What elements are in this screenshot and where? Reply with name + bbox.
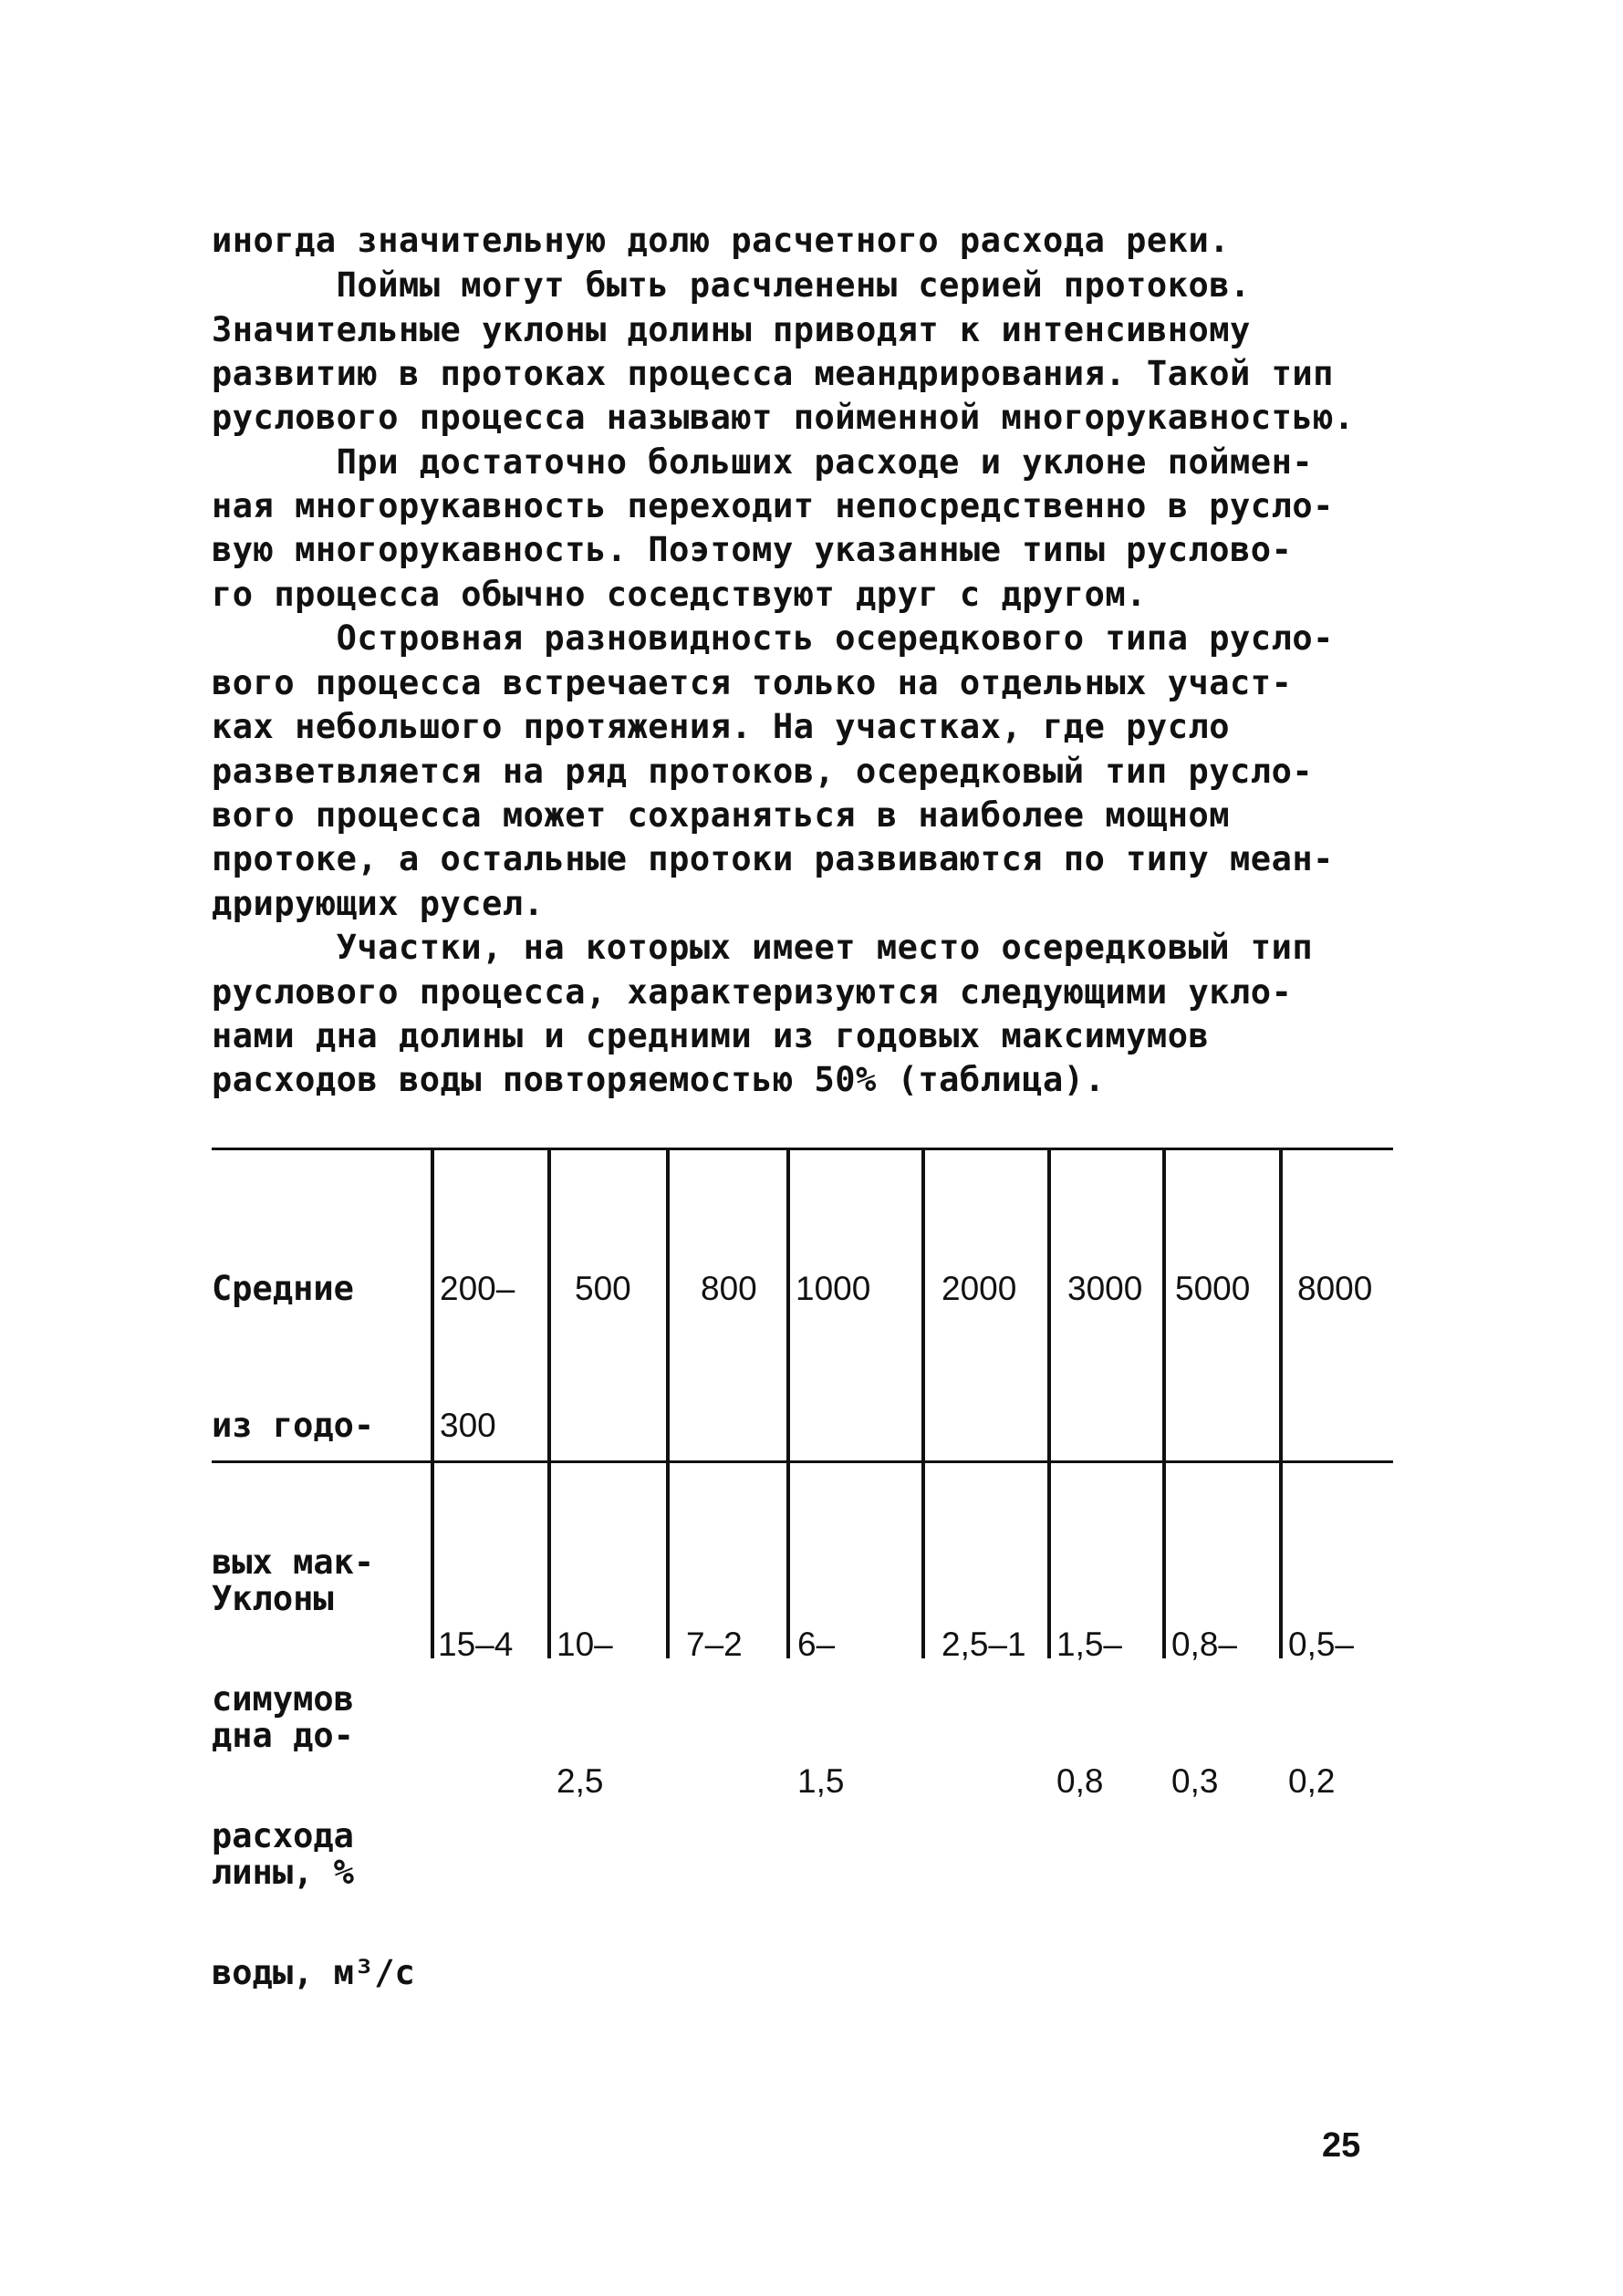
text-line: вую многорукавность. Поэтому указанные типы руслово- bbox=[212, 530, 1293, 569]
text-line: разветвляется на ряд протоков, осередковый тип русло- bbox=[212, 752, 1314, 791]
slope-cell bbox=[438, 1531, 513, 1759]
text-line: вого процесса встречается только на отдельных участ- bbox=[212, 663, 1293, 702]
cell-line: 5000 bbox=[1175, 1270, 1251, 1307]
slope-cell bbox=[797, 1531, 854, 1896]
discharge-cell bbox=[440, 1175, 515, 1540]
text-line: го процесса обычно соседствуют друг с другом. bbox=[212, 575, 1147, 614]
table-top-rule bbox=[212, 1148, 1393, 1150]
cell-line: 0,3 bbox=[1171, 1762, 1219, 1800]
discharge-cell bbox=[701, 1175, 757, 1403]
header-line: Уклоны bbox=[212, 1579, 334, 1618]
text-line: Участки, на которых имеет место осередковый тип bbox=[212, 928, 1314, 967]
cell-line: 2,5–1 bbox=[942, 1626, 1026, 1663]
page-number: 25 bbox=[1322, 2126, 1361, 2165]
text-line: иногда значительную долю расчетного расхода реки. bbox=[212, 221, 1231, 260]
text-line: вого процесса может сохраняться в наиболее мощном bbox=[212, 795, 1231, 835]
text-line: Значительные уклоны долины приводят к интенсивному bbox=[212, 310, 1251, 349]
cell-line: 1000 bbox=[796, 1270, 871, 1307]
slope-cell bbox=[1056, 1531, 1122, 1896]
discharge-cell bbox=[942, 1175, 1016, 1403]
header-line: воды, м³/с bbox=[212, 1953, 415, 1992]
column-separator bbox=[431, 1148, 434, 1658]
column-separator bbox=[547, 1148, 551, 1658]
cell-line: 200– bbox=[440, 1270, 515, 1307]
header-line: расхода bbox=[212, 1816, 354, 1855]
cell-line: 0,5– bbox=[1288, 1626, 1355, 1663]
column-separator bbox=[786, 1148, 790, 1658]
header-line: из годо- bbox=[212, 1406, 375, 1445]
cell-line: 10– bbox=[557, 1626, 613, 1663]
slope-cell bbox=[557, 1531, 613, 1896]
cell-line: 7–2 bbox=[686, 1626, 743, 1663]
header-line: симумов bbox=[212, 1679, 354, 1719]
cell-line: 0,8 bbox=[1056, 1762, 1104, 1800]
cell-line: 2,5 bbox=[557, 1762, 604, 1800]
cell-line: 0,8– bbox=[1171, 1626, 1238, 1663]
cell-line: 1,5 bbox=[797, 1762, 845, 1800]
text-line: развитию в протоках процесса меандрирования. Такой тип bbox=[212, 354, 1334, 393]
text-line: руслового процесса называют пойменной многорукавностью. bbox=[212, 398, 1355, 437]
cell-line: 6– bbox=[797, 1626, 836, 1663]
discharge-cell bbox=[575, 1175, 631, 1403]
text-line: расходов воды повторяемостью 50% (таблица). bbox=[212, 1060, 1106, 1099]
text-line: Островная разновидность осередкового типа русло- bbox=[212, 618, 1334, 658]
data-table bbox=[212, 1148, 1393, 1992]
slope-cell bbox=[1288, 1531, 1354, 1896]
discharge-cell bbox=[1297, 1175, 1372, 1403]
header-line: дна до- bbox=[212, 1716, 354, 1755]
header-line: Средние bbox=[212, 1269, 354, 1308]
cell-line: 8000 bbox=[1297, 1270, 1373, 1307]
column-separator bbox=[921, 1148, 925, 1658]
column-separator bbox=[1047, 1148, 1051, 1658]
slope-cell bbox=[942, 1531, 1026, 1759]
column-separator bbox=[1279, 1148, 1283, 1658]
slope-cell bbox=[1171, 1531, 1237, 1896]
cell-line: 2000 bbox=[942, 1270, 1017, 1307]
text-line: При достаточно больших расходе и уклоне поймен- bbox=[212, 442, 1314, 482]
discharge-cell bbox=[796, 1175, 870, 1403]
text-line: протоке, а остальные протоки развиваются по типу меан- bbox=[212, 839, 1334, 878]
cell-line: 0,2 bbox=[1288, 1762, 1336, 1800]
discharge-cell bbox=[1175, 1175, 1250, 1403]
cell-line: 1,5– bbox=[1056, 1626, 1123, 1663]
text-line: нами дна долины и средними из годовых максимумов bbox=[212, 1016, 1210, 1055]
cell-line: 300 bbox=[440, 1407, 496, 1444]
cell-line: 15–4 bbox=[438, 1626, 514, 1663]
cell-line: 500 bbox=[575, 1270, 631, 1307]
text-line: ках небольшого протяжения. На участках, где русло bbox=[212, 707, 1231, 746]
header-line: вых мак- bbox=[212, 1543, 375, 1582]
cell-line: 3000 bbox=[1067, 1270, 1143, 1307]
header-line: лины, % bbox=[212, 1853, 354, 1892]
text-line: ная многорукавность переходит непосредственно в русло- bbox=[212, 486, 1334, 525]
text-line: руслового процесса, характеризуются следующими укло- bbox=[212, 972, 1293, 1012]
row-header-slope bbox=[212, 1485, 354, 1987]
slope-cell bbox=[686, 1531, 743, 1759]
discharge-cell bbox=[1067, 1175, 1142, 1403]
text-line: Поймы могут быть расчленены серией протоков. bbox=[212, 265, 1251, 305]
column-separator bbox=[666, 1148, 670, 1658]
column-separator bbox=[1162, 1148, 1166, 1658]
cell-line: 800 bbox=[701, 1270, 757, 1307]
text-line: дрирующих русел. bbox=[212, 884, 545, 923]
